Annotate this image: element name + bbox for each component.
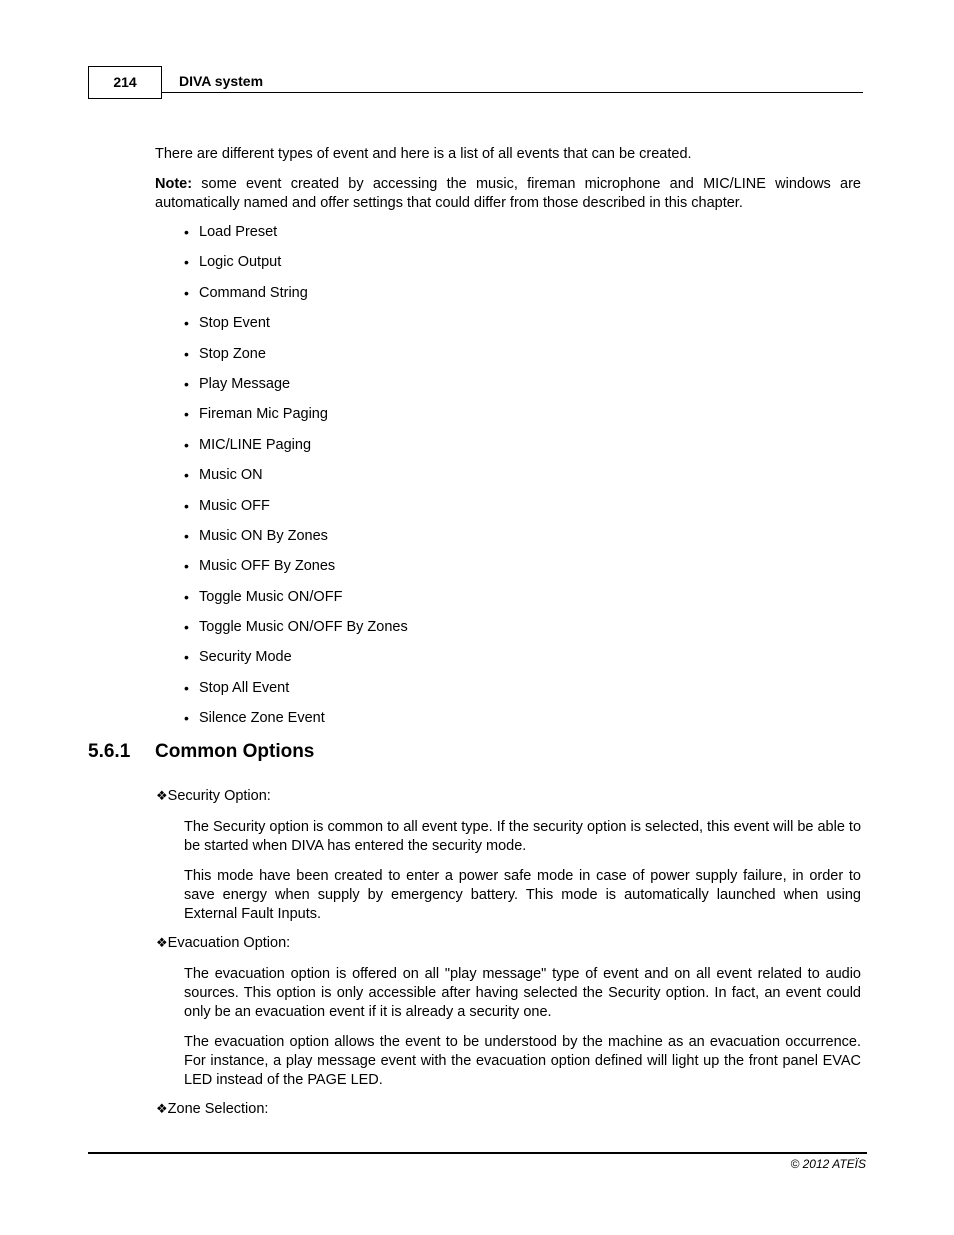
- security-heading: ❖Security Option:: [156, 788, 271, 804]
- section-title: Common Options: [155, 741, 315, 762]
- bullet-icon: •: [184, 406, 189, 423]
- list-item: • Toggle Music ON/OFF: [184, 588, 343, 605]
- evacuation-paragraph-2: The evacuation option allows the event to be understood by the machine as an evacuation occurrence. For instance, a play message event with the evacuation option defined will light up the front panel EVAC LED instead of the PAGE LED.: [184, 1034, 861, 1088]
- bullet-icon: •: [184, 224, 189, 240]
- bullet-icon: •: [184, 315, 189, 332]
- note-paragraph: [155, 175, 861, 213]
- bullet-icon: •: [184, 649, 189, 666]
- bullet-icon: •: [184, 284, 189, 301]
- security-paragraph-2: This mode have been created to enter a power safe mode in case of power supply failure, in order to save energy when supply by emergency battery. This mode is automatically launched when using External Fault Inputs.: [184, 868, 861, 922]
- header-rule: [162, 92, 863, 93]
- list-item: • Stop Event: [184, 315, 270, 332]
- diamond-bullet-icon: ❖: [156, 1102, 168, 1117]
- list-item: • Play Message: [184, 375, 291, 392]
- evacuation-heading: ❖Evacuation Option:: [156, 935, 291, 951]
- list-item: • Load Preset: [184, 224, 278, 240]
- footer-rule: [88, 1152, 867, 1154]
- bullet-icon: •: [184, 436, 189, 453]
- header-title: DIVA system: [179, 73, 264, 89]
- page-number: 214: [88, 66, 162, 99]
- bullet-icon: •: [184, 375, 189, 392]
- note-label: Note:: [155, 176, 193, 192]
- bullet-icon: •: [184, 558, 189, 575]
- bullet-icon: •: [184, 497, 189, 514]
- event-list: [184, 223, 408, 740]
- bullet-icon: •: [184, 619, 189, 636]
- diamond-bullet-icon: ❖: [156, 789, 168, 804]
- intro-text: There are different types of event and here is a list of all events that can be created.: [155, 146, 692, 162]
- footer-copyright: © 2012 ATEÏS: [790, 1157, 866, 1171]
- list-item: • Stop All Event: [184, 679, 290, 696]
- zone-heading: ❖Zone Selection:: [156, 1101, 269, 1117]
- bullet-icon: •: [184, 588, 189, 605]
- list-item: • Stop Zone: [184, 345, 266, 362]
- bullet-icon: •: [184, 679, 189, 696]
- bullet-icon: •: [184, 345, 189, 362]
- diamond-bullet-icon: ❖: [156, 936, 168, 951]
- bullet-icon: •: [184, 467, 189, 484]
- list-item: • Music OFF By Zones: [184, 558, 336, 575]
- list-item: • Logic Output: [184, 254, 282, 271]
- list-item: • Music OFF: [184, 497, 270, 514]
- list-item: • Silence Zone Event: [184, 710, 325, 727]
- note-text: some event created by accessing the music, fireman microphone and MIC/LINE windows are automatically named and offer settings that could differ from those described in this chapter.: [155, 176, 861, 211]
- bullet-icon: •: [184, 527, 189, 544]
- list-item: • Fireman Mic Paging: [184, 406, 328, 423]
- intro-paragraph: [155, 145, 861, 164]
- evacuation-paragraph-1: The evacuation option is offered on all "play message" type of event and on all event related to audio sources. This option is only accessible after having selected the Security option. In fact, an event could only be an evacuation event if it is already a security one.: [184, 966, 861, 1020]
- list-item: • Music ON: [184, 467, 263, 484]
- list-item: • Music ON By Zones: [184, 527, 328, 544]
- security-paragraph-1: The Security option is common to all event type. If the security option is selected, this event will be able to be started when DIVA has entered the security mode.: [184, 819, 862, 854]
- list-item: • Toggle Music ON/OFF By Zones: [184, 619, 408, 636]
- bullet-icon: •: [184, 254, 189, 271]
- section-number: 5.6.1: [88, 741, 131, 762]
- list-item: • Security Mode: [184, 649, 292, 666]
- list-item: • MIC/LINE Paging: [184, 436, 312, 453]
- list-item: • Command String: [184, 284, 308, 301]
- bullet-icon: •: [184, 710, 189, 727]
